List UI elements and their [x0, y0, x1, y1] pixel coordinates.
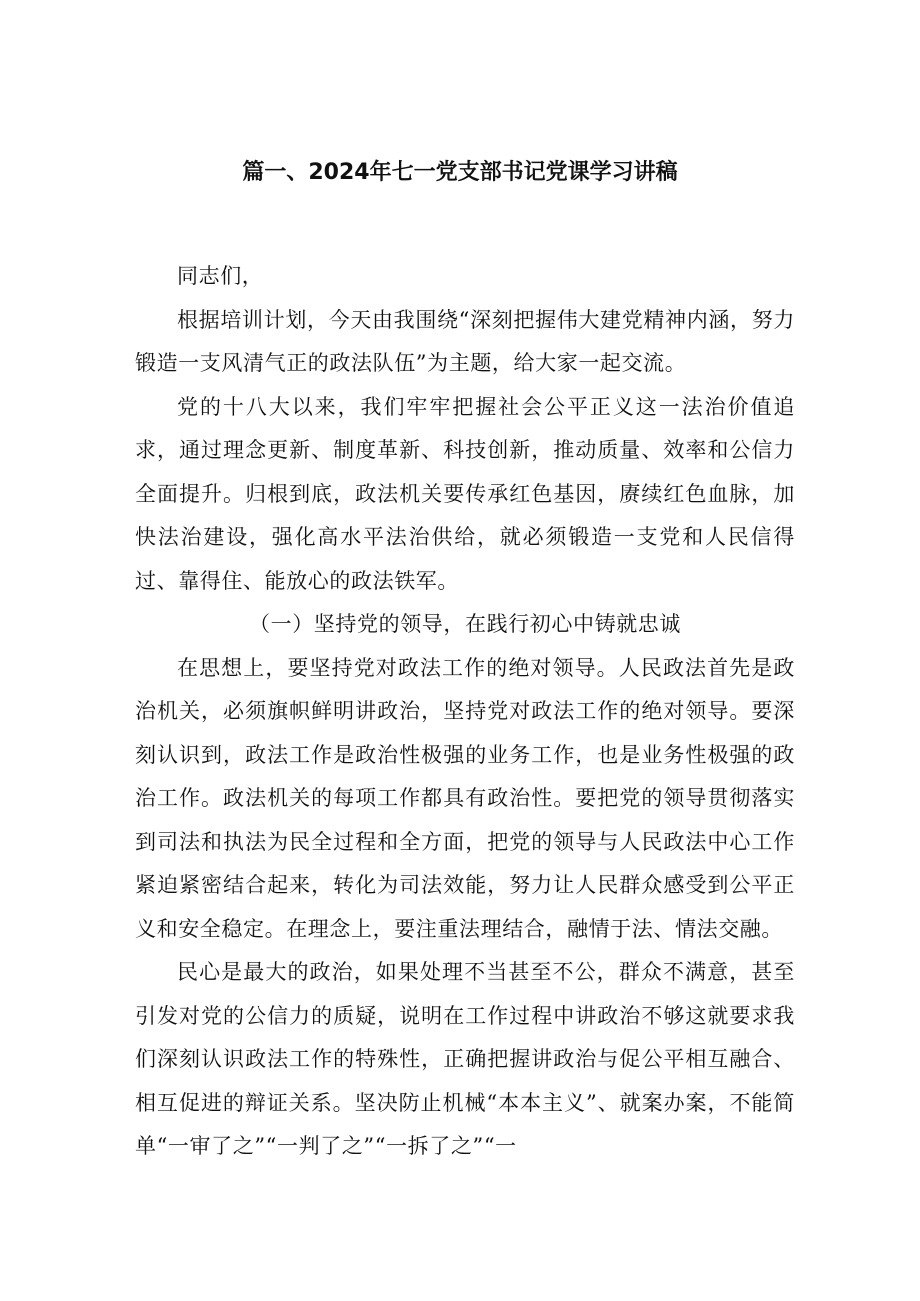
document-title: 篇一、2024年七一党支部书记党课学习讲稿 — [242, 160, 678, 185]
paragraph-section-1: 在思想上，要坚持党对政法工作的绝对领导。人民政法首先是政治机关，必须旗帜鲜明讲政治，坚持党对政法工作的绝对领导。要深刻认识到，政法工作是政治性极强的业务工作，也是业务性极强的政治工作。政法机关的每项工作都具有政治性。要把党的领导贯彻落实到司法和执法为民全过程和全方面，把党的领导与人民政法中心工作紧迫紧密结合起来，转化为司法效能，努力让人民群众感受到公平正义和安全稳定。在理念上，要注重法理结合，融情于法、情法交融。 — [135, 655, 795, 941]
document-body — [135, 255, 795, 1169]
paragraph-intro: 根据培训计划，今天由我围绕“深刻把握伟大建党精神内涵，努力锻造一支风清气正的政法队伍”为主题，给大家一起交流。 — [135, 307, 795, 375]
salutation: 同志们， — [177, 264, 264, 288]
paragraph-section-2: 民心是最大的政治，如果处理不当甚至不公，群众不满意，甚至引发对党的公信力的质疑，说明在工作过程中讲政治不够这就要求我们深刻认识政法工作的特殊性，正确把握讲政治与促公平相互融合、相互促进的辩证关系。坚决防止机械“本本主义”、就案办案，不能简单“一审了之”“一判了之”“一拆了之”“一 — [135, 960, 795, 1158]
section-heading: （一）坚持党的领导，在践行初心中铸就忠诚 — [249, 612, 681, 636]
paragraph-background: 党的十八大以来，我们牢牢把握社会公平正义这一法治价值追求，通过理念更新、制度革新、科技创新，推动质量、效率和公信力全面提升。归根到底，政法机关要传承红色基因，赓续红色血脉，加快法治建设，强化高水平法治供给，就必须锻造一支党和人民信得过、靠得住、能放心的政法铁军。 — [135, 394, 795, 593]
